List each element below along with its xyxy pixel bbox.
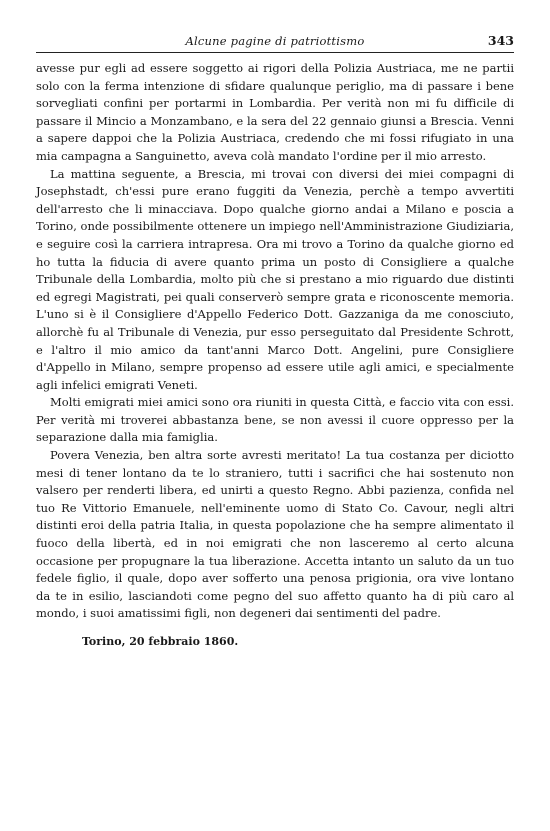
page-header [36, 30, 514, 53]
paragraph-4: Povera Venezia, ben altra sorte avresti meritato! La tua costanza per diciotto mesi di tener lontano da te lo straniero, tutti i sacrifici che hai sostenuto non valsero per renderti libera, ed unirti a questo Regno. Abbi pazienza, confida nel tuo Re Vittorio Emanuele, nell'eminente uomo di Stato Co. Cavour, negli altri distinti eroi della patria Italia, in questa popolazione che ha sempre alimentato il fuoco della libertà, ed in noi emigrati che non lasceremo al certo alcuna occasione per propugnare la tua liberazione. Accetta intanto un saluto da un tuo fedele figlio, il quale, dopo aver sofferto una penosa prigionia, ora vive lontano da te in esilio, lasciandoti come pegno del suo affetto quanto ha di più caro al mondo, i suoi amatissimi figli, non degeneri dai sentimenti del padre. [36, 448, 514, 621]
running-title: Alcune pagine di patriottismo [185, 34, 365, 48]
paragraph-3: Molti emigrati miei amici sono ora riuniti in questa Città, e faccio vita con essi. Per verità mi troverei abbastanza bene, se non avessi il cuore oppresso per la separazione dalla mia famiglia. [36, 395, 514, 445]
body-text [36, 60, 514, 623]
page-number: 343 [487, 33, 514, 48]
book-page [36, 30, 514, 648]
closing-signature: Torino, 20 febbraio 1860. [82, 635, 239, 648]
paragraph-1: avesse pur egli ad essere soggetto ai rigori della Polizia Austriaca, me ne partii solo con la ferma intenzione di sfidare qualunque periglio, ma di passare i bene sorvegliati confini per portarmi in Lombardia. Per verità non mi fu difficile di passare il Mincio a Monzambano, e la sera del 22 gennaio giunsi a Brescia. Venni a sapere dappoi che la Polizia Austriaca, credendo che mi fossi rifugiato in una mia campagna a Sanguinetto, aveva colà mandato l'ordine per il mio arresto. [36, 61, 514, 163]
paragraph-2: La mattina seguente, a Brescia, mi trovai con diversi dei miei compagni di Josephstadt, ch'essi pure erano fuggiti da Venezia, perchè a tempo avvertiti dell'arresto che li minacciava. Dopo qualche giorno andai a Milano e poscia a Torino, onde possibilmente ottenere un impiego nell'Amministrazione Giudiziaria, e seguire così la carriera intrapresa. Ora mi trovo a Torino da qualche giorno ed ho tutta la fiducia di avere quanto prima un posto di Consigliere a qualche Tribunale della Lombardia, molto più che si prestano a mio riguardo due distinti ed egregi Magistrati, pei quali conserverò sempre grata e riconoscente memoria. L'uno si è il Consigliere d'Appello Federico Dott. Gazzaniga da me conosciuto, allorchè fu al Tribunale di Venezia, pur esso perseguitato dal Presidente Schrott, e l'altro il mio amico da tant'anni Marco Dott. Angelini, pure Consigliere d'Appello in Milano, sempre propenso ad essere utile agli amici, e specialmente agli infelici emigrati Veneti. [36, 166, 514, 392]
